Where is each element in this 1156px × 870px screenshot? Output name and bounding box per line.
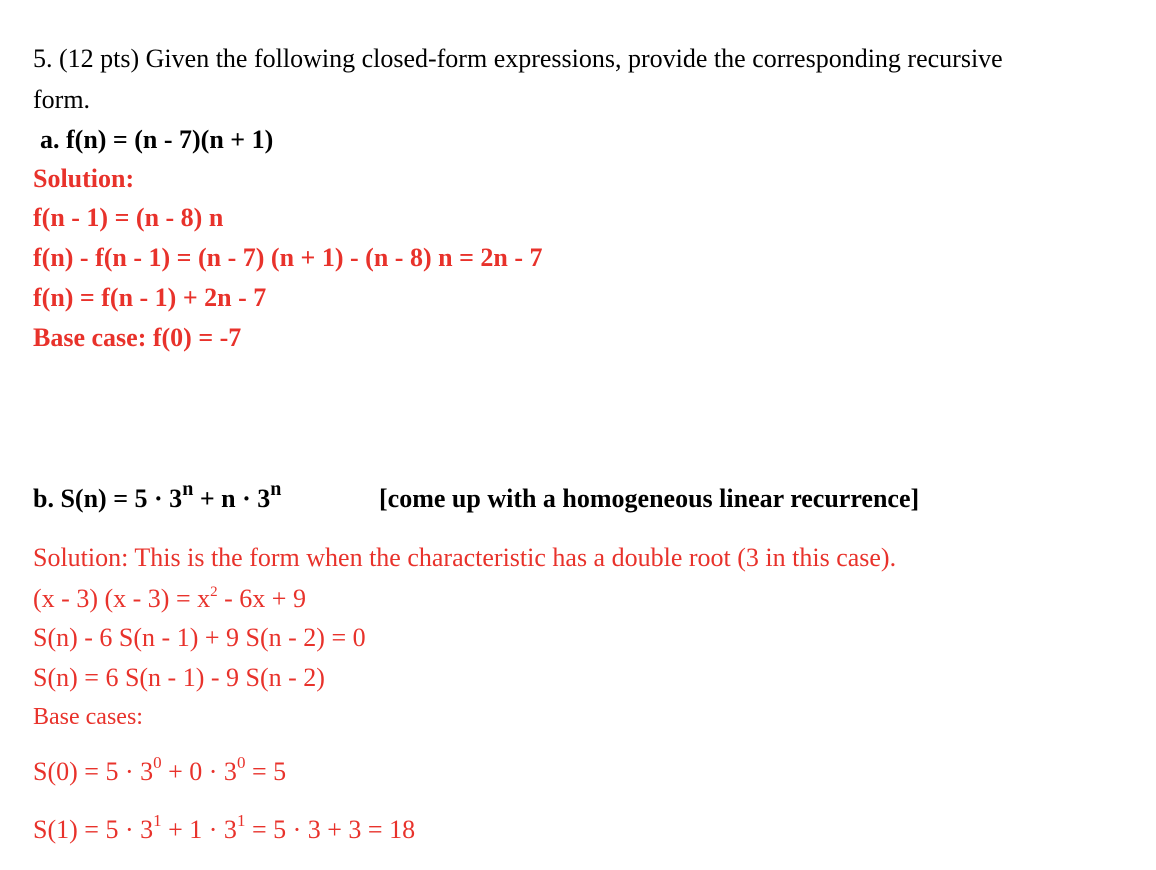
part-b-prompt: [33, 478, 282, 514]
part-b-solution-text: Solution: This is the form when the characteristic has a double root (3 in this case).: [33, 543, 897, 572]
part-b-instruction: [come up with a homogeneous linear recurrence]: [379, 484, 920, 513]
char-poly-suffix: - 6x + 9: [217, 584, 306, 613]
base0-part-1: S(0) = 5 · 3: [33, 757, 154, 786]
part-a-base-case: Base case: f(0) = -7: [33, 323, 242, 352]
char-poly-exponent: 2: [210, 584, 218, 600]
part-a-step-1: f(n - 1) = (n - 8) n: [33, 203, 224, 232]
part-a-step-2: f(n) - f(n - 1) = (n - 7) (n + 1) - (n - 8) n = 2n - 7: [33, 243, 543, 272]
part-b-prompt-exponent-2: n: [270, 478, 282, 500]
part-a-solution-label: Solution:: [33, 164, 135, 193]
part-b-prompt-prefix: b. S(n) = 5 · 3: [33, 484, 183, 513]
part-a-step-3: f(n) = f(n - 1) + 2n - 7: [33, 283, 267, 312]
part-a-prompt: a. f(n) = (n - 7)(n + 1): [40, 125, 274, 154]
base1-exponent-2: 1: [236, 811, 246, 830]
part-b-recurrence-2: S(n) = 6 S(n - 1) - 9 S(n - 2): [33, 663, 325, 692]
part-b-prompt-mid: + n · 3: [193, 484, 271, 513]
part-b-recurrence-1: S(n) - 6 S(n - 1) + 9 S(n - 2) = 0: [33, 623, 366, 652]
part-b-characteristic-polynomial: [33, 584, 306, 614]
base1-exponent-1: 1: [153, 811, 162, 830]
char-poly-prefix: (x - 3) (x - 3) = x: [33, 584, 211, 613]
question-text-line-2: form.: [33, 85, 91, 114]
base1-part-3: = 5 · 3 + 3 = 18: [245, 815, 416, 844]
question-text-line-1: 5. (12 pts) Given the following closed-form expressions, provide the corresponding recursive: [33, 44, 1003, 73]
part-b-base-case-0: [33, 753, 287, 787]
base0-exponent-2: 0: [236, 753, 246, 772]
base0-part-2: + 0 · 3: [161, 757, 237, 786]
base1-part-1: S(1) = 5 · 3: [33, 815, 154, 844]
part-b-base-cases-label: Base cases:: [33, 704, 143, 730]
base0-part-3: = 5: [245, 757, 287, 786]
part-b-prompt-exponent-1: n: [182, 478, 194, 500]
base0-exponent-1: 0: [153, 753, 162, 772]
base1-part-2: + 1 · 3: [161, 815, 237, 844]
part-b-base-case-1: [33, 811, 416, 845]
